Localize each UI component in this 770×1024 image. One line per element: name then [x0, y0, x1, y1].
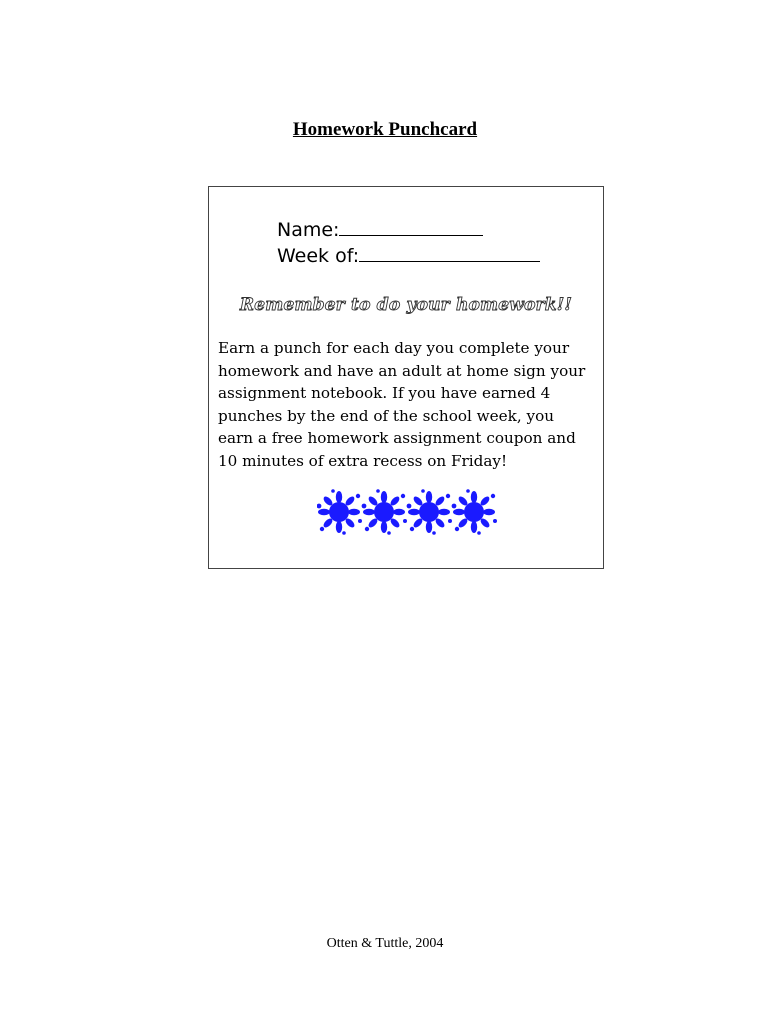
- paint-splat-icon: [362, 489, 407, 535]
- name-blank-line: [339, 234, 483, 236]
- page-title: Homework Punchcard: [292, 119, 478, 140]
- name-field: [277, 218, 483, 242]
- week-blank-line: [359, 260, 540, 262]
- footer-credit: Otten & Tuttle, 2004: [326, 936, 444, 951]
- reminder-heading: Remember to do your homework!!: [239, 295, 573, 315]
- paint-splat-icon: [407, 489, 452, 535]
- instructions-text: Earn a punch for each day you complete your homework and have an adult at home sign your assignment notebook. If you have earned 4 punches by the end of the school week, you earn a free homework assignment coupon and 10 minutes of extra recess on Friday!: [218, 339, 586, 470]
- week-field: [277, 244, 540, 268]
- punch-splats: [317, 489, 497, 535]
- paint-splat-icon: [317, 489, 362, 535]
- week-label: Week of:: [277, 245, 360, 267]
- name-label: Name:: [277, 219, 340, 241]
- paint-splat-icon: [452, 489, 497, 535]
- punchcard: [208, 186, 604, 569]
